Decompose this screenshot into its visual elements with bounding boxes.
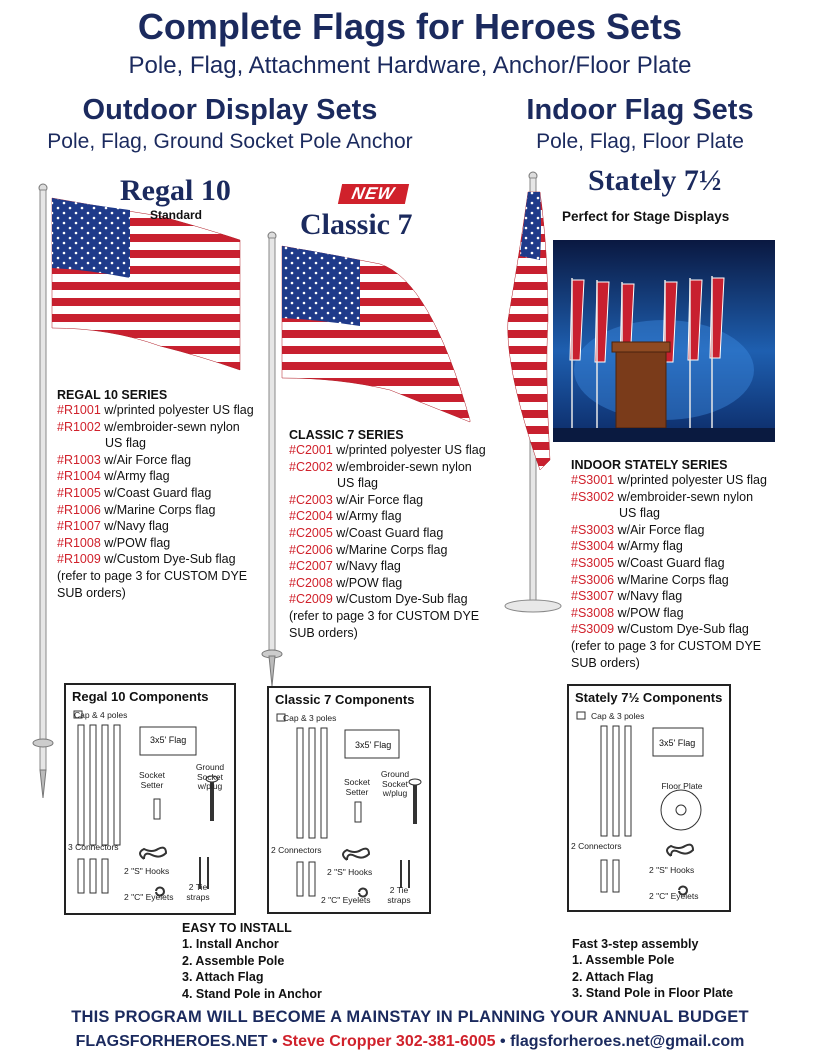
product-desc: w/Custom Dye-Sub flag <box>614 622 749 637</box>
product-desc: (refer to page 3 for CUSTOM DYE <box>57 568 248 583</box>
product-item <box>57 452 267 469</box>
product-code: #S3006 <box>571 572 615 587</box>
stately-name: Stately 7½ <box>588 164 722 197</box>
product-item <box>289 558 509 575</box>
product-item <box>289 459 509 476</box>
page-title: Complete Flags for Heroes Sets <box>137 6 683 47</box>
product-desc: w/Army flag <box>614 539 683 554</box>
assembly-step: 3. Stand Pole in Floor Plate <box>572 986 734 1001</box>
product-item <box>571 605 811 622</box>
assembly-step: 2. Attach Flag <box>572 969 654 984</box>
product-item <box>289 475 509 492</box>
product-item <box>57 435 267 452</box>
product-item <box>289 608 509 625</box>
product-code: #R1001 <box>57 403 101 417</box>
product-code: #R1008 <box>57 535 101 550</box>
product-desc: w/Navy flag <box>332 559 401 574</box>
flag-label: 3x5' Flag <box>659 738 696 748</box>
product-item <box>57 468 267 485</box>
product-desc: (refer to page 3 for CUSTOM DYE <box>289 608 480 623</box>
tie-straps-label: 2 Tie straps <box>186 882 210 902</box>
connectors-label: 2 Connectors <box>271 845 322 855</box>
product-code: #C2006 <box>289 542 333 557</box>
product-code: #C2004 <box>289 509 333 524</box>
product-desc: US flag <box>105 436 146 451</box>
footer-bullet: • <box>272 1033 278 1050</box>
product-item <box>571 489 811 506</box>
product-item <box>289 442 509 459</box>
c-eyelets-label: 2 "C" Eyelets <box>649 891 699 901</box>
connectors-label: 2 Connectors <box>571 841 622 851</box>
install-steps <box>182 920 322 1002</box>
page-subtitle: Pole, Flag, Attachment Hardware, Anchor/Floor Plate <box>128 52 692 79</box>
stately-components-box <box>567 684 731 912</box>
indoor-subheading: Pole, Flag, Floor Plate <box>536 130 744 153</box>
footer-email-link[interactable]: flagsforheroes.net@gmail.com <box>510 1033 745 1050</box>
classic-series <box>289 428 509 641</box>
socket-setter-label: Socket Setter <box>344 777 370 797</box>
product-item <box>571 522 811 539</box>
product-desc: w/Coast Guard flag <box>332 525 444 540</box>
outdoor-subheading: Pole, Flag, Ground Socket Pole Anchor <box>47 130 413 153</box>
s-hooks-label: 2 "S" Hooks <box>327 867 373 877</box>
product-desc: w/POW flag <box>100 535 171 550</box>
product-item <box>571 472 811 489</box>
product-desc: w/embroider-sewn nylon <box>332 459 472 474</box>
product-desc: w/printed polyester US flag <box>100 403 254 417</box>
product-code: #R1004 <box>57 469 101 484</box>
stately-components-title: Stately 7½ Components <box>575 690 723 705</box>
product-desc: US flag <box>337 476 378 491</box>
assembly-title: Fast 3-step assembly <box>572 937 699 951</box>
product-code: #C2005 <box>289 525 333 540</box>
ground-socket-label: Ground Socket w/plug <box>195 762 225 791</box>
product-desc: w/Army flag <box>332 509 402 524</box>
product-item <box>57 485 267 502</box>
stage-photo <box>553 240 775 442</box>
regal-series <box>57 388 267 601</box>
product-code: #C2002 <box>289 459 333 474</box>
product-item <box>57 518 267 535</box>
product-desc: w/Air Force flag <box>332 492 424 507</box>
product-item <box>289 492 509 509</box>
product-item <box>57 535 267 552</box>
product-code: #S3001 <box>571 473 615 487</box>
classic-components-title: Classic 7 Components <box>275 692 415 707</box>
product-item <box>571 505 811 522</box>
product-item <box>289 591 509 608</box>
stately-flag <box>508 192 550 470</box>
c-eyelets-label: 2 "C" Eyelets <box>321 895 371 905</box>
classic-flag <box>282 246 470 422</box>
tie-straps-label: 2 Tie straps <box>387 885 411 905</box>
product-code: #C2001 <box>289 443 333 457</box>
regal-name: Regal 10 <box>120 174 231 207</box>
footer-bullet: • <box>500 1033 506 1050</box>
product-item <box>289 625 509 642</box>
product-desc: w/Custom Dye-Sub flag <box>100 552 236 567</box>
product-item <box>289 575 509 592</box>
product-code: #S3007 <box>571 589 615 604</box>
cap-label: Cap & 4 poles <box>74 710 128 720</box>
product-desc: w/Navy flag <box>100 519 169 534</box>
footer-contact: Steve Cropper 302-381-6005 <box>282 1033 496 1050</box>
outdoor-heading: Outdoor Display Sets <box>82 94 378 126</box>
product-desc: w/embroider-sewn nylon <box>614 489 754 504</box>
product-code: #S3009 <box>571 622 615 637</box>
product-item <box>571 588 811 605</box>
product-desc: w/Army flag <box>100 469 170 484</box>
cap-label: Cap & 3 poles <box>591 711 645 721</box>
product-item <box>571 555 811 572</box>
product-item <box>289 525 509 542</box>
classic-series-title: CLASSIC 7 SERIES <box>289 428 404 442</box>
product-code: #C2003 <box>289 492 333 507</box>
product-code: #C2009 <box>289 592 333 607</box>
product-item <box>57 419 267 436</box>
s-hooks-label: 2 "S" Hooks <box>649 865 695 875</box>
product-item <box>57 585 267 602</box>
assembly-step: 1. Assemble Pole <box>572 953 675 968</box>
connectors-label: 3 Connectors <box>68 842 119 852</box>
product-desc: (refer to page 3 for CUSTOM DYE <box>571 638 762 653</box>
product-item <box>57 402 267 419</box>
product-item <box>289 508 509 525</box>
product-desc: US flag <box>619 506 660 521</box>
footer-contact-line <box>0 1033 820 1051</box>
stately-caption: Perfect for Stage Displays <box>562 209 730 224</box>
product-desc: w/Air Force flag <box>100 452 192 467</box>
install-step: 2. Assemble Pole <box>182 953 285 968</box>
product-code: #S3002 <box>571 489 615 504</box>
product-desc: SUB orders) <box>289 625 358 640</box>
stately-item-list <box>571 472 811 671</box>
product-code: #C2007 <box>289 559 333 574</box>
product-code: #S3003 <box>571 522 615 537</box>
footer-site-link[interactable]: FLAGSFORHEROES.NET <box>75 1033 268 1050</box>
regal-flag <box>52 198 240 370</box>
s-hooks-label: 2 "S" Hooks <box>124 866 170 876</box>
flag-label: 3x5' Flag <box>355 740 392 750</box>
product-code: #R1007 <box>57 519 101 534</box>
install-title: EASY TO INSTALL <box>182 921 292 935</box>
product-desc: w/embroider-sewn nylon <box>100 419 240 434</box>
product-desc: w/printed polyester US flag <box>614 473 767 487</box>
product-code: #R1005 <box>57 485 101 500</box>
regal-pole <box>33 184 53 798</box>
stately-series <box>571 458 811 671</box>
product-code: #S3008 <box>571 605 615 620</box>
assembly-steps <box>572 936 733 1002</box>
product-desc: w/Coast Guard flag <box>100 485 212 500</box>
product-desc: w/Marine Corps flag <box>332 542 448 557</box>
product-item <box>571 572 811 589</box>
product-desc: w/printed polyester US flag <box>332 443 486 457</box>
install-step: 3. Attach Flag <box>182 970 264 985</box>
product-item <box>571 638 811 655</box>
product-desc: w/POW flag <box>332 575 403 590</box>
product-desc: w/Coast Guard flag <box>614 555 725 570</box>
product-desc: w/Marine Corps flag <box>100 502 216 517</box>
regal-components-box <box>64 683 236 915</box>
floor-plate-label: Floor Plate <box>661 781 703 791</box>
product-item <box>289 542 509 559</box>
product-code: #C2008 <box>289 575 333 590</box>
stately-series-title: INDOOR STATELY SERIES <box>571 458 728 472</box>
regal-tag: Standard <box>150 208 203 222</box>
product-desc: SUB orders) <box>57 585 126 600</box>
ground-socket-label: Ground Socket w/plug <box>380 769 410 798</box>
product-item <box>57 502 267 519</box>
product-code: #R1009 <box>57 552 101 567</box>
product-item <box>57 568 267 585</box>
regal-item-list <box>57 402 267 601</box>
product-desc: w/Custom Dye-Sub flag <box>332 592 468 607</box>
new-badge: NEW <box>338 184 409 204</box>
product-desc: w/Air Force flag <box>614 522 705 537</box>
product-desc: w/Navy flag <box>614 589 683 604</box>
install-step: 4. Stand Pole in Anchor <box>182 986 322 1001</box>
classic-item-list <box>289 442 509 641</box>
product-code: #R1006 <box>57 502 101 517</box>
indoor-heading: Indoor Flag Sets <box>526 94 754 126</box>
product-item <box>571 538 811 555</box>
product-item <box>57 551 267 568</box>
classic-parts-drawing <box>275 712 431 912</box>
install-step: 1. Install Anchor <box>182 937 279 952</box>
classic-components-box <box>267 686 431 914</box>
product-desc: w/POW flag <box>614 605 684 620</box>
regal-components-title: Regal 10 Components <box>72 689 209 704</box>
product-item <box>571 655 811 672</box>
stately-parts-drawing <box>575 710 731 910</box>
product-desc: w/Marine Corps flag <box>614 572 729 587</box>
product-desc: SUB orders) <box>571 655 640 670</box>
product-code: #R1002 <box>57 419 101 434</box>
flag-label: 3x5' Flag <box>150 735 187 745</box>
product-item <box>571 621 811 638</box>
product-code: #S3004 <box>571 539 615 554</box>
footer-tagline: THIS PROGRAM WILL BECOME A MAINSTAY IN PLANNING YOUR ANNUAL BUDGET <box>71 1008 749 1026</box>
product-code: #S3005 <box>571 555 615 570</box>
product-code: #R1003 <box>57 452 101 467</box>
regal-series-title: REGAL 10 SERIES <box>57 388 168 402</box>
classic-name: Classic 7 <box>300 208 413 241</box>
cap-label: Cap & 3 poles <box>283 713 337 723</box>
c-eyelets-label: 2 "C" Eyelets <box>124 892 174 902</box>
socket-setter-label: Socket Setter <box>139 770 165 790</box>
